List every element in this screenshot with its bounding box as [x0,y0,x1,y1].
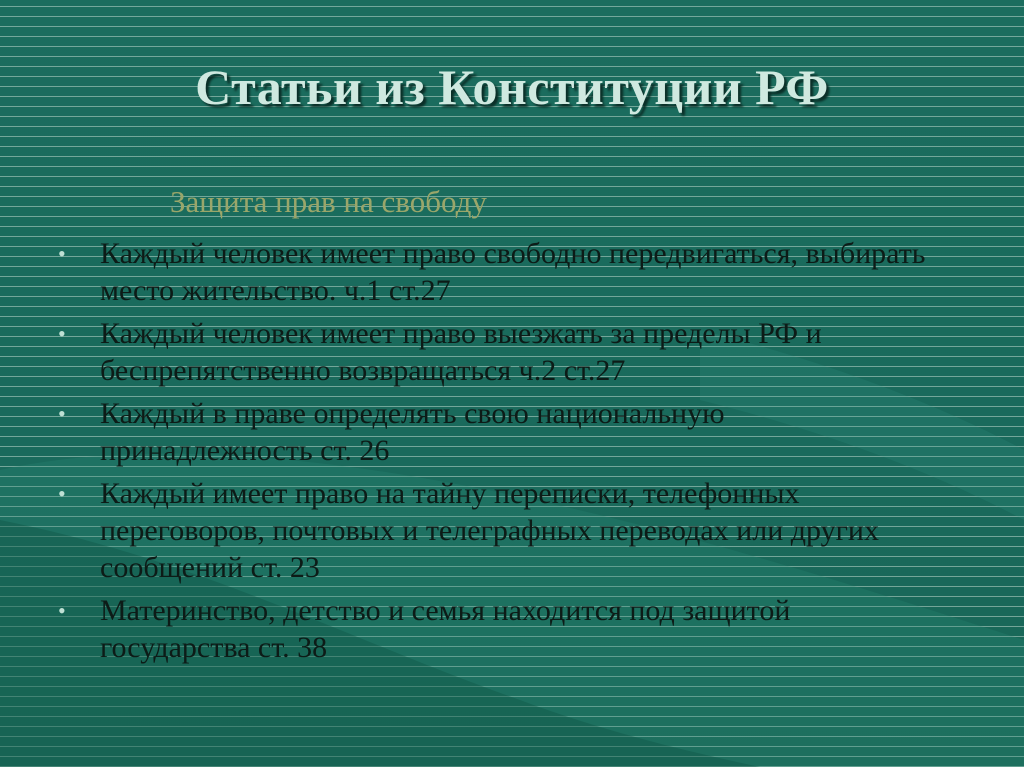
bullet-item [58,592,938,666]
bullet-item [58,315,938,389]
bullet-icon: • [58,598,66,623]
bullet-icon: • [58,481,66,506]
bullet-item [58,235,938,309]
bullet-list [58,235,938,672]
bullet-text: Материнство, детство и семья находится под защитой государства ст. 38 [100,594,791,664]
bullet-icon: • [58,321,66,346]
slide-title: Статьи из Конституции РФ [195,59,829,115]
bullet-text: Каждый имеет право на тайну переписки, телефонных переговоров, почтовых и телеграфных переводах или других сообщений ст. 23 [100,477,879,584]
bullet-item [58,395,938,469]
bullet-text: Каждый человек имеет право выезжать за пределы РФ и беспрепятственно возвращаться ч.2 ст.27 [100,317,822,387]
slide-subtitle: Защита прав на свободу [170,184,487,219]
bullet-item [58,475,938,586]
bullet-icon: • [58,241,66,266]
bullet-text: Каждый человек имеет право свободно передвигаться, выбирать место жительство. ч.1 ст.27 [100,237,926,307]
bullet-icon: • [58,401,66,426]
bullet-text: Каждый в праве определять свою национальную принадлежность ст. 26 [100,397,725,467]
